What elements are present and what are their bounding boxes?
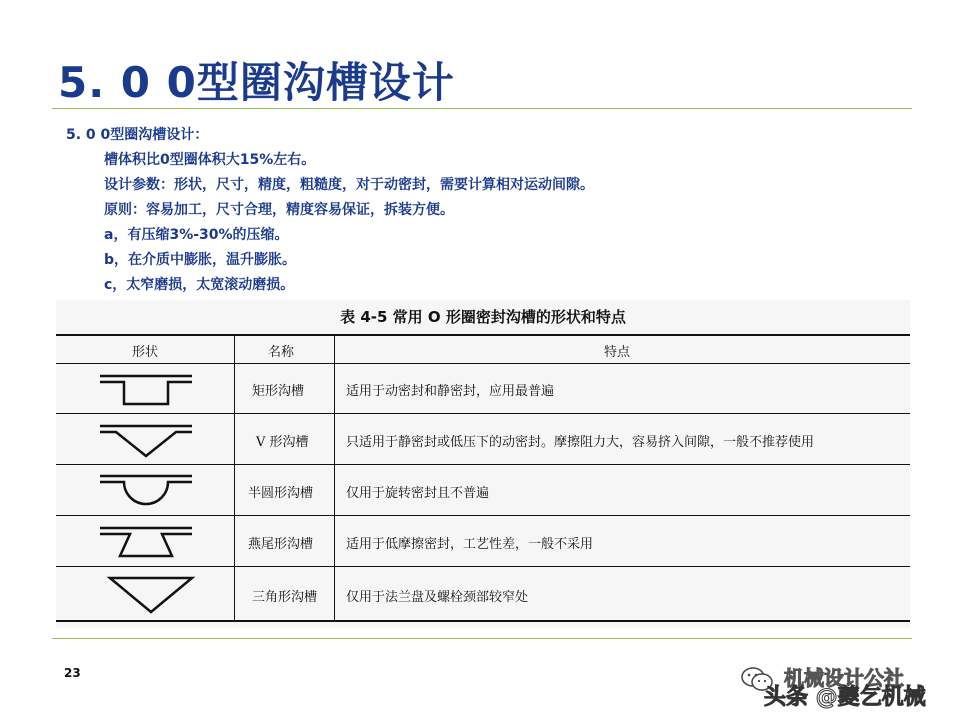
table-header-rule [56,363,910,364]
table-row-rule [56,464,910,465]
row-name: 矩形沟槽 [252,384,305,399]
slide-title: 5. 0 0型圈沟槽设计 [58,58,455,107]
rectangular-groove-icon [96,370,196,410]
v-groove-icon [96,418,196,460]
bullet-item: b，在介质中膨胀，温升膨胀。 [104,252,297,268]
footer-divider [52,638,912,639]
semicircle-groove-icon [96,468,196,512]
table-bottom-rule [56,620,910,622]
triangle-groove-icon [106,572,196,616]
row-name: 半圆形沟槽 [248,486,314,501]
row-name: 三角形沟槽 [252,590,318,605]
bullet-item: 原则：容易加工，尺寸合理，精度容易保证，拆装方便。 [104,202,454,218]
table-row-rule [56,566,910,567]
dovetail-groove-icon [96,520,196,564]
row-feature: 适用于低摩擦密封，工艺性差，一般不采用 [346,537,594,552]
bullet-item: 槽体积比0型圈体积大15%左右。 [104,152,316,168]
row-name: 燕尾形沟槽 [248,537,314,552]
row-feature: 适用于动密封和静密封，应用最普遍 [346,384,555,399]
row-feature: 仅用于旋转密封且不普遍 [346,486,490,501]
bullet-heading: 5. 0 0型圈沟槽设计： [66,127,209,143]
page-number: 23 [64,666,81,680]
groove-table-image [56,300,910,628]
row-name: V 形沟槽 [256,435,309,450]
watermark [738,662,948,712]
watermark-line1: 机械设计公社 [784,666,904,690]
bullet-item: 设计参数：形状，尺寸，精度，粗糙度，对于动密封，需要计算相对运动间隙。 [104,177,594,193]
table-col-rule [234,334,235,622]
header-feature: 特点 [604,345,631,360]
bullet-item: c，太窄磨损，太宽滚动磨损。 [104,277,295,293]
row-feature: 仅用于法兰盘及螺栓颈部较窄处 [346,590,529,605]
table-top-rule [56,334,910,336]
table-row-rule [56,413,910,414]
bullet-list [66,123,594,298]
watermark-line2: 头条 @夔乞机械 [764,685,926,710]
row-feature: 只适用于静密封或低压下的动密封。摩擦阻力大，容易挤入间隙，一般不推荐使用 [346,435,815,450]
table-col-rule [334,334,335,622]
title-divider [52,108,912,109]
header-shape: 形状 [132,345,159,360]
header-name: 名称 [268,345,295,360]
table-row-rule [56,515,910,516]
table-caption: 表 4-5 常用 O 形圈密封沟槽的形状和特点 [340,308,626,326]
bullet-item: a，有压缩3%-30%的压缩。 [104,227,289,243]
